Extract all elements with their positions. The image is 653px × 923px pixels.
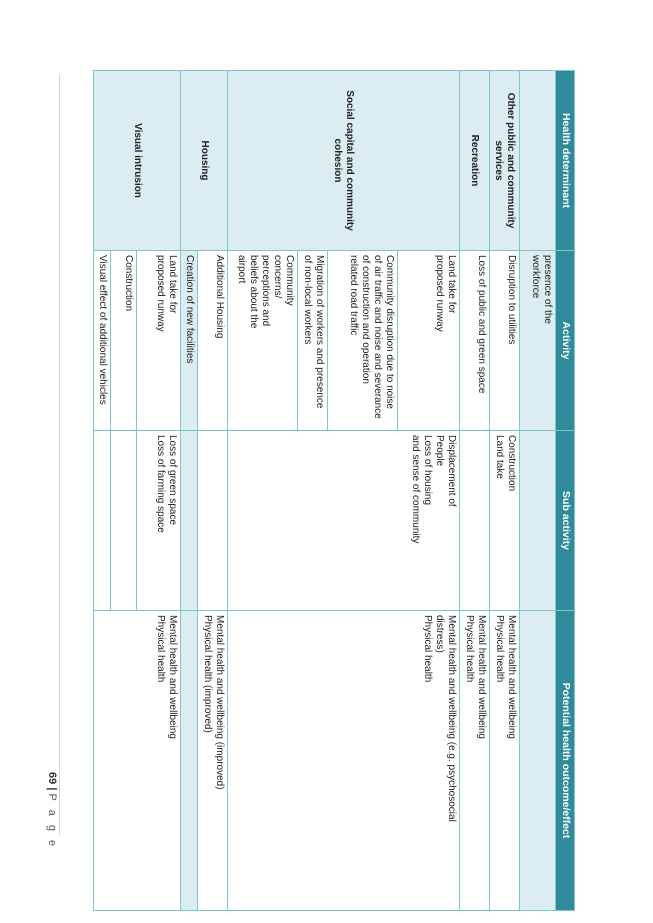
cell-determinant: Housing [181,71,228,251]
table-row [198,71,228,911]
cell-determinant [520,71,556,251]
table-row [137,71,181,911]
header-activity: Activity [556,251,575,431]
cell-sub-activity [94,431,111,611]
page-margin-line [59,75,60,835]
cell-sub-activity: Loss of green space Loss of farming space [137,431,181,611]
cell-activity: Disruption to utilities [490,251,520,431]
cell-determinant: Visual intrusion [94,71,181,251]
footer-separator: | [46,787,58,791]
cell-outcome: Mental health and wellbeing Physical health [460,611,490,911]
cell-sub-activity [111,431,137,611]
cell-sub-activity: Displacement of People Loss of housing and sense of community [228,431,460,611]
cell-sub-activity: Construction Land take [490,431,520,611]
cell-activity: presence of the workforce [520,251,556,431]
table-header-row [556,71,575,911]
cell-outcome: Mental health and wellbeing (e.g. psychosocial distress) Physical health [228,611,460,911]
cell-sub-activity [460,431,490,611]
table-row [490,71,520,911]
cell-outcome: Mental health and wellbeing Physical health [94,611,181,911]
cell-activity: Community disruption due to noise of air traffic and noise and severance of construction and operation related road traffic [328,251,398,431]
cell-outcome: Mental health and wellbeing (improved) Physical health (improved) [198,611,228,911]
health-determinants-table [93,70,575,911]
header-health-determinant: Health determinant [556,71,575,251]
cell-outcome: Mental health and wellbeing Physical health [490,611,520,911]
cell-outcome [520,611,556,911]
table-row [398,71,460,911]
cell-activity: Migration of workers and presence of non-local workers [298,251,328,431]
page-label: P a g e [46,793,58,850]
header-potential-outcome: Potential health outcome/effect [556,611,575,911]
rotated-table-container [97,70,575,910]
cell-sub-activity [181,431,198,611]
cell-activity: Land take for proposed runway [398,251,460,431]
cell-activity: Community concerns/ perceptions and beliefs about the airport [228,251,298,431]
page-footer [38,772,58,852]
table-row [520,71,556,911]
cell-activity: Construction [111,251,137,431]
table-row [460,71,490,911]
cell-activity: Land take for proposed runway [137,251,181,431]
cell-outcome [181,611,198,911]
cell-activity: Loss of public and green space [460,251,490,431]
cell-activity: Visual effect of additional vehicles [94,251,111,431]
cell-determinant: Social capital and community cohesion [228,71,460,251]
cell-determinant: Other public and community services [490,71,520,251]
cell-sub-activity [520,431,556,611]
cell-sub-activity [198,431,228,611]
cell-activity: Creation of new facilities [181,251,198,431]
page-number: 69 [46,772,58,785]
header-sub-activity: Sub activity [556,431,575,611]
cell-determinant: Recreation [460,71,490,251]
cell-activity: Additional Housing [198,251,228,431]
